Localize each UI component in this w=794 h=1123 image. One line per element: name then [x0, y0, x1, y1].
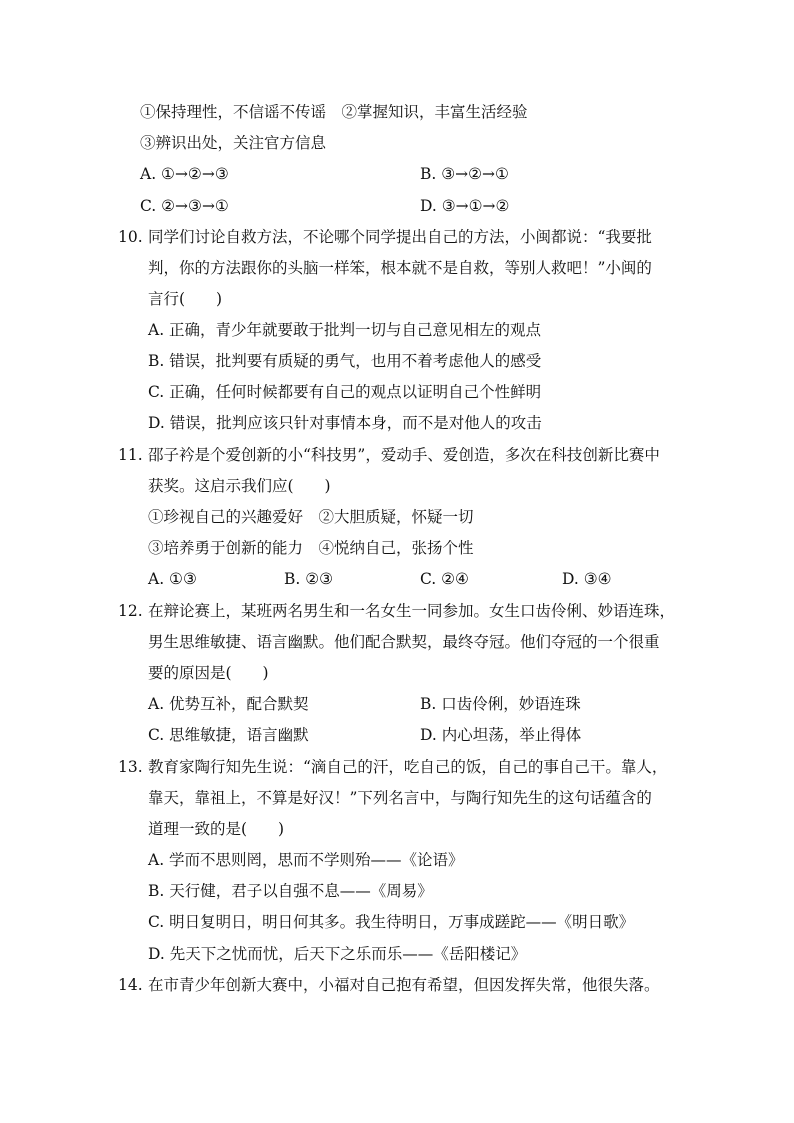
q13-stem-line-2: 靠天，靠祖上，不算是好汉！”下列名言中，与陶行知先生的这句话蕴含的 — [148, 789, 652, 807]
q12-option-d: D. 内心坦荡，举止得体 — [420, 726, 582, 744]
q12-option-c: C. 思维敏捷，语言幽默 — [148, 726, 309, 744]
q11-option-d: D. ③④ — [562, 570, 612, 588]
q10-option-d: D. 错误，批判应该只针对事情本身，而不是对他人的攻击 — [148, 414, 542, 432]
q9-option-c: C. ②→③→① — [140, 197, 229, 215]
q11-stem-line-2: 获奖。这启示我们应( ) — [148, 477, 331, 495]
q11-option-a: A. ①③ — [148, 570, 197, 588]
q10-option-b: B. 错误，批判要有质疑的勇气，也用不着考虑他人的感受 — [148, 352, 542, 370]
q13-stem-line-3: 道理一致的是( ) — [148, 820, 285, 838]
q11-item-line-2: ③培养勇于创新的能力 ④悦纳自己，张扬个性 — [148, 539, 474, 557]
q11-item-line-1: ①珍视自己的兴趣爱好 ②大胆质疑，怀疑一切 — [148, 508, 474, 526]
q9-option-d: D. ③→①→② — [420, 197, 510, 215]
q10-option-c: C. 正确，任何时候都要有自己的观点以证明自己个性鲜明 — [148, 383, 542, 401]
q12-option-a: A. 优势互补，配合默契 — [148, 695, 309, 713]
q10-number: 10. — [118, 228, 143, 246]
q11-stem-line-1: 邵子衿是个爱创新的小“科技男”，爱动手、爱创造，多次在科技创新比赛中 — [148, 446, 660, 464]
q9-item-line-1: ①保持理性，不信谣不传谣 ②掌握知识，丰富生活经验 — [140, 103, 528, 121]
q11-option-b: B. ②③ — [284, 570, 334, 588]
q13-stem-line-1: 教育家陶行知先生说：“滴自己的汗，吃自己的饭，自己的事自己干。靠人， — [148, 758, 668, 776]
q13-number: 13. — [118, 758, 143, 776]
q12-stem-line-1: 在辩论赛上，某班两名男生和一名女生一同参加。女生口齿伶俐、妙语连珠， — [148, 602, 676, 620]
q10-stem-line-3: 言行( ) — [148, 290, 223, 308]
q12-stem-line-2: 男生思维敏捷、语言幽默。他们配合默契，最终夺冠。他们夺冠的一个很重 — [148, 633, 660, 651]
q9-option-b: B. ③→②→① — [420, 165, 509, 183]
q10-stem-line-2: 判，你的方法跟你的头脑一样笨，根本就不是自救，等别人救吧！”小闽的 — [148, 259, 652, 277]
q14-stem-line-1: 在市青少年创新大赛中，小福对自己抱有希望，但因发挥失常，他很失落。 — [148, 976, 660, 994]
q12-option-b: B. 口齿伶俐，妙语连珠 — [420, 695, 581, 713]
q11-number: 11. — [118, 446, 143, 464]
q9-item-line-2: ③辨识出处，关注官方信息 — [140, 134, 327, 152]
q12-stem-line-3: 要的原因是( ) — [148, 664, 269, 682]
q11-option-c: C. ②④ — [420, 570, 469, 588]
q13-option-a: A. 学而不思则罔，思而不学则殆——《论语》 — [148, 851, 464, 869]
q13-option-b: B. 天行健，君子以自强不息——《周易》 — [148, 882, 433, 900]
q10-option-a: A. 正确，青少年就要敢于批判一切与自己意见相左的观点 — [148, 321, 542, 339]
q12-number: 12. — [118, 602, 143, 620]
q10-stem-line-1: 同学们讨论自救方法，不论哪个同学提出自己的方法，小闽都说：“我要批 — [148, 228, 652, 246]
q13-option-d: D. 先天下之忧而忧，后天下之乐而乐——《岳阳楼记》 — [148, 945, 527, 963]
q14-number: 14. — [118, 976, 143, 994]
q9-option-a: A. ①→②→③ — [140, 165, 229, 183]
q13-option-c: C. 明日复明日，明日何其多。我生待明日，万事成蹉跎——《明日歌》 — [148, 913, 635, 931]
